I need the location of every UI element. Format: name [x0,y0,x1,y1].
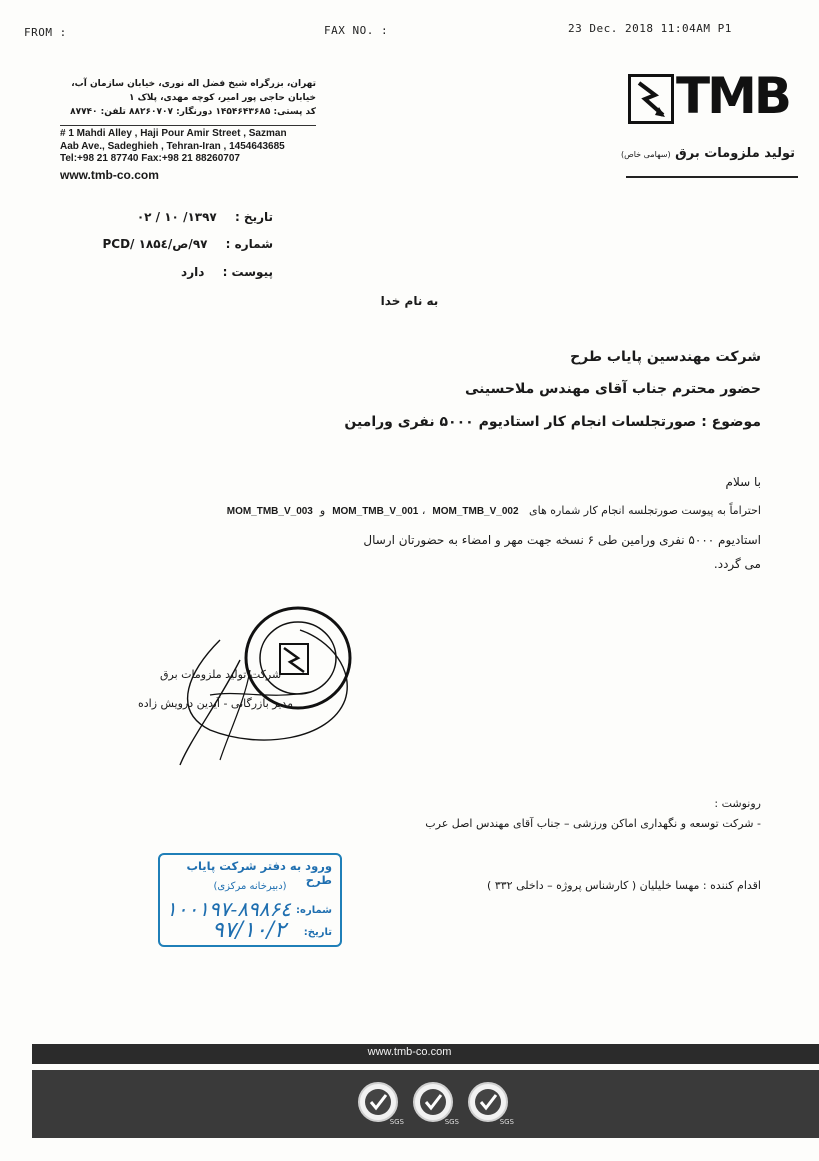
cc-title: رونوشت : [714,797,761,810]
number-label: شماره : [225,237,273,251]
document-code: MOM_TMB_V_003 [226,506,313,517]
website-link[interactable]: www.tmb-co.com [60,168,159,182]
logo-lightning-icon [628,74,674,124]
cert-label: SGS [499,1118,514,1126]
company-seal-signature [150,600,360,770]
fax-from-label: FROM : [24,26,67,39]
stamp-subtitle: (دبیرخانه مرکزی) [213,881,287,892]
date-label: تاریخ : [234,210,273,224]
sgs-certification-icon [411,1080,459,1126]
stamp-number-value: ۱۰۰۱۹۷-۸۹۸۶٤ [166,897,291,921]
attachment-label: پیوست : [222,265,273,279]
address-persian [40,77,316,119]
date-value: ۱۳۹۷/ ۱۰ / ۰۲ [136,210,217,224]
address-en-line: Tel:+98 21 87740 Fax:+98 21 88260707 [60,153,240,164]
stamp-date-value: ۹۷/۱۰/۲ [212,918,286,943]
document-code: MOM_TMB_V_002 [432,506,519,517]
conjunction: و [319,504,326,517]
sgs-certification-icon [466,1080,514,1126]
letter-attachment [181,265,273,279]
footer-website[interactable]: www.tmb-co.com [367,1046,452,1058]
address-fa-line: تهران، بزرگراه شیخ فضل اله نوری، خیابان سازمان آب، [71,79,316,89]
letter-number [102,237,273,251]
recipient-company: شرکت مهندسین پایاب طرح [570,349,761,365]
number-value: ۹۷/ص/PCD/ ۱۸۵٤ [102,237,208,251]
company-logo: TMB [676,67,789,125]
signatory-company: شرکت تولید ملزومات برق [160,668,282,681]
address-divider [60,125,316,126]
document-code: MOM_TMB_V_001 [332,506,419,517]
logo-divider [626,176,798,178]
separator: ، [421,504,426,517]
fax-number-label: FAX NO. : [324,24,389,37]
cert-label: SGS [389,1118,404,1126]
signatory-name: مدیر بازرگانی - آیدین درویش زاده [138,697,294,710]
stamp-number-label: شماره: [296,905,332,916]
body-paragraph-line: می گردد. [713,557,761,571]
stamp-date-label: تاریخ: [303,927,332,938]
company-name-fa [621,146,795,161]
sgs-certification-icon [356,1080,404,1126]
cc-item: - شرکت توسعه و نگهداری اماکن ورزشی – جناب آقای مهندس اصل عرب [425,817,761,830]
stamp-title: ورود به دفتر شرکت پایاب طرح [186,859,332,887]
body-text: احتراماً به پیوست صورتجلسه انجام کار شماره های [529,504,761,517]
recipient-person: حضور محترم جناب آقای مهندس ملاحسینی [465,381,761,397]
greeting: با سلام [725,475,761,489]
letter-date [137,210,273,224]
action-by: اقدام کننده : مهسا خلیلیان ( کارشناس پروژه – داخلی ۳۳۲ ) [487,879,761,892]
receipt-stamp [158,853,342,947]
address-en-line: Aab Ave., Sadeghieh , Tehran-Iran , 1454643685 [60,140,285,152]
address-en-line: # 1 Mahdi Alley , Haji Pour Amir Street , Sazman [60,128,287,139]
body-paragraph-line: استادیوم ۵۰۰۰ نفری ورامین طی ۶ نسخه جهت مهر و امضاء به حضورتان ارسال [363,533,761,547]
basmala-heading: به نام خدا [380,294,439,308]
address-english [60,128,330,166]
address-fa-line: کد پستی: ۱۴۵۴۶۴۳۶۸۵ دورنگار: ۸۸۲۶۰۷۰۷ تلفن: ۸۷۷۴۰ [70,107,316,117]
letter-subject: موضوع : صورتجلسات انجام کار استادیوم ۵۰۰۰ نفری ورامین [344,414,761,430]
cert-label: SGS [444,1118,459,1126]
logo-subtitle-small: (سهامی خاص) [620,150,671,159]
attachment-value: دارد [181,265,205,279]
body-paragraph-line [61,504,761,517]
fax-date-time: 23 Dec. 2018 11:04AM P1 [568,22,732,35]
logo-subtitle: تولید ملزومات برق [675,146,795,161]
address-fa-line: خیابان حاجی پور امیر، کوچه مهدی، پلاک ۱ [128,93,316,103]
